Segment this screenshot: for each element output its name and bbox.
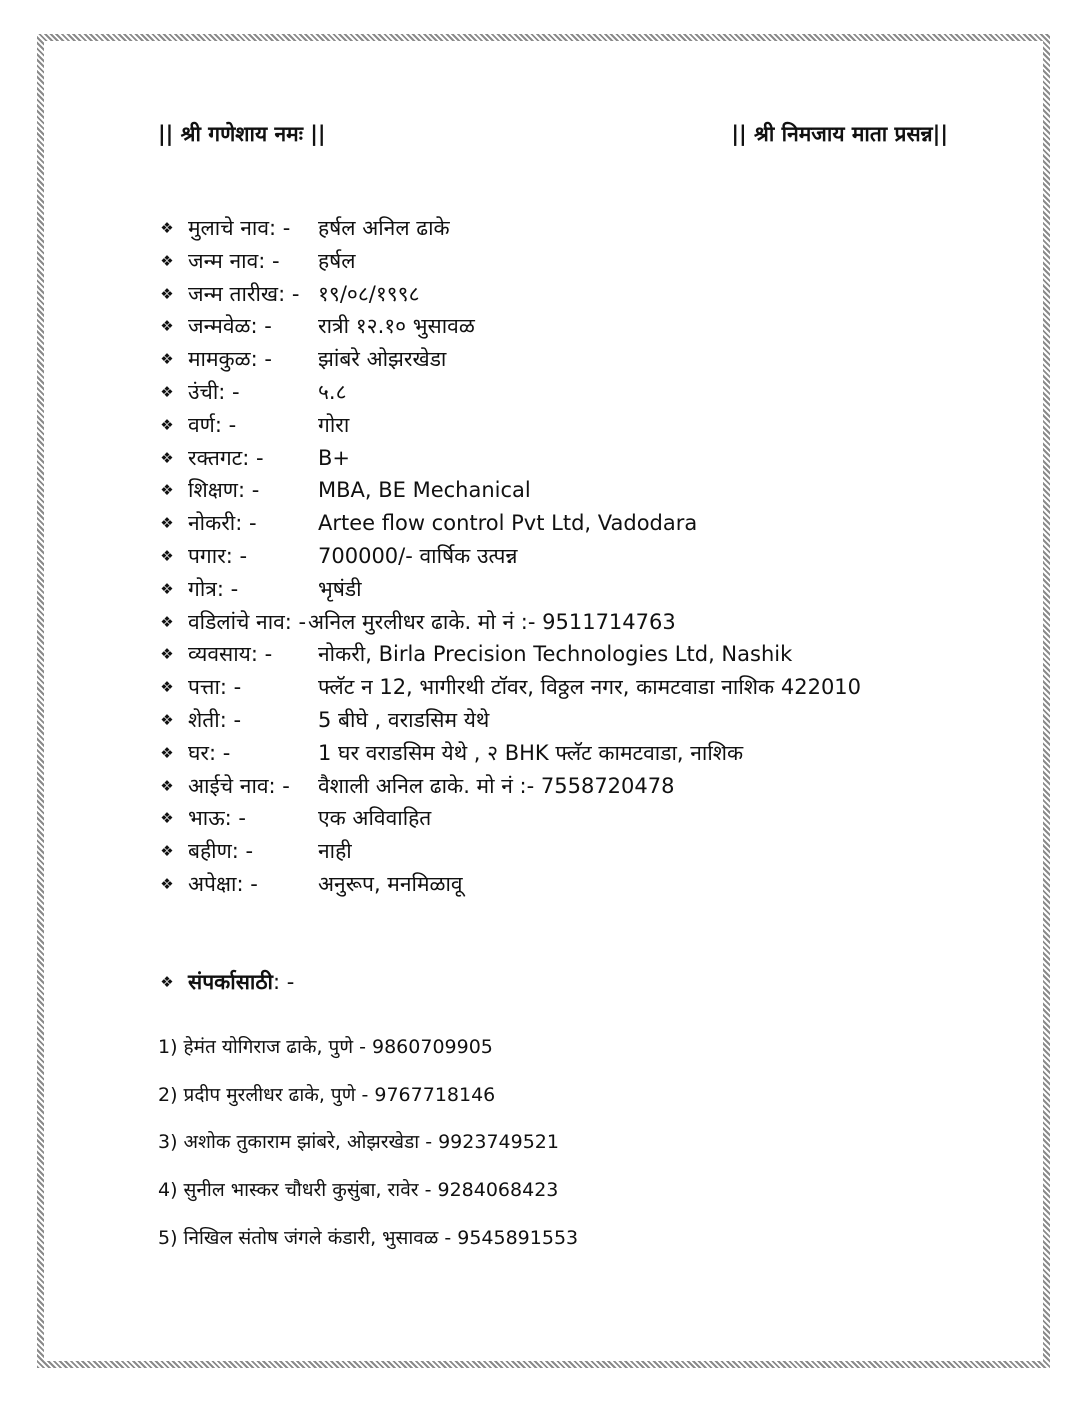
detail-value: Artee flow control Pvt Ltd, Vadodara [318, 511, 698, 536]
contact-item: 3) अशोक तुकाराम झांबरे, ओझरखेडा - 9923749521 [158, 1131, 559, 1154]
detail-label: वडिलांचे नाव: - [188, 609, 307, 634]
detail-value: वैशाली अनिल ढाके. मो नं :- 7558720478 [318, 773, 675, 798]
detail-row [156, 671, 1016, 704]
bullet-diamond-icon: ❖ [160, 448, 174, 467]
detail-row [156, 835, 1016, 868]
contact-item: 4) सुनील भास्कर चौधरी कुसुंबा, रावेर - 9284068423 [158, 1179, 559, 1202]
bullet-diamond-icon: ❖ [160, 678, 174, 697]
detail-value: नोकरी, Birla Precision Technologies Ltd, Nashik [318, 642, 793, 667]
detail-label: रक्तगट: - [188, 445, 264, 470]
detail-label: उंची: - [188, 379, 240, 404]
detail-label: जन्म नाव: - [188, 248, 280, 273]
bullet-diamond-icon: ❖ [160, 612, 174, 631]
detail-value: अनिल मुरलीधर ढाके. मो नं :- 9511714763 [308, 609, 676, 634]
detail-row [156, 770, 1016, 803]
header-invocation-left: || श्री गणेशाय नमः || [158, 122, 326, 146]
detail-label: शिक्षण: - [188, 478, 260, 503]
detail-value: MBA, BE Mechanical [318, 478, 531, 503]
detail-label: अपेक्षा: - [188, 871, 258, 896]
detail-label: व्यवसाय: - [188, 642, 273, 667]
detail-value: गोरा [318, 412, 350, 437]
bullet-diamond-icon: ❖ [160, 251, 174, 270]
detail-row [156, 507, 1016, 540]
contact-item: 1) हेमंत योगिराज ढाके, पुणे - 9860709905 [158, 1036, 493, 1058]
detail-row [156, 638, 1016, 671]
detail-label: वर्ण: - [188, 412, 237, 437]
detail-row [156, 540, 1016, 573]
detail-value: नाही [318, 839, 352, 864]
detail-label: जन्मवेळ: - [188, 314, 272, 339]
detail-label: नोकरी: - [188, 511, 257, 536]
detail-value: फ्लॅट न 12, भागीरथी टॉवर, विठ्ठल नगर, कामटवाडा नाशिक 422010 [318, 675, 862, 700]
detail-label: गोत्र: - [188, 576, 239, 601]
detail-row [156, 310, 1016, 343]
detail-label: भाऊ: - [188, 806, 247, 831]
bullet-diamond-icon: ❖ [160, 317, 174, 336]
bullet-diamond-icon: ❖ [160, 284, 174, 303]
detail-row [156, 802, 1016, 835]
detail-row [156, 704, 1016, 737]
contacts-heading-title: संपर्कासाठी [188, 970, 273, 994]
bullet-diamond-icon: ❖ [160, 743, 174, 762]
detail-value: 5 बीघे , वराडसिम येथे [318, 707, 490, 732]
detail-row [156, 573, 1016, 606]
detail-value: 700000/- वार्षिक उत्पन्न [318, 543, 518, 568]
detail-label: आईचे नाव: - [188, 773, 290, 798]
detail-label: बहीण: - [188, 839, 254, 864]
detail-label: शेती: - [188, 707, 242, 732]
detail-label: घर: - [188, 740, 231, 765]
header-invocation-right: || श्री निमजाय माता प्रसन्न|| [731, 122, 948, 146]
detail-row [156, 376, 1016, 409]
detail-value: अनुरूप, मनमिळावू [318, 871, 463, 896]
bullet-diamond-icon: ❖ [160, 579, 174, 598]
detail-value: ५.८ [318, 379, 347, 404]
detail-value: हर्षल अनिल ढाके [318, 216, 450, 240]
detail-row [156, 409, 1016, 442]
detail-label: पत्ता: - [188, 675, 242, 700]
detail-row [156, 474, 1016, 507]
detail-label: जन्म तारीख: - [188, 281, 300, 306]
bullet-diamond-icon: ❖ [160, 842, 174, 861]
detail-row [156, 343, 1016, 376]
detail-value: भृषंडी [318, 576, 362, 601]
bullet-diamond-icon: ❖ [160, 546, 174, 565]
bullet-diamond-icon: ❖ [160, 973, 174, 991]
detail-row [156, 212, 1016, 245]
detail-label: पगार: - [188, 543, 248, 568]
detail-value: झांबरे ओझरखेडा [318, 347, 447, 372]
biodata-details-list [156, 212, 1016, 901]
bullet-diamond-icon: ❖ [160, 514, 174, 533]
contact-item: 2) प्रदीप मुरलीधर ढाके, पुणे - 9767718146 [158, 1083, 496, 1106]
detail-value: एक अविवाहित [318, 806, 432, 831]
bullet-diamond-icon: ❖ [160, 645, 174, 664]
bullet-diamond-icon: ❖ [160, 415, 174, 434]
detail-row [156, 278, 1016, 311]
detail-row [156, 868, 1016, 901]
bullet-diamond-icon: ❖ [160, 776, 174, 795]
detail-value: 1 घर वराडसिम येथे , २ BHK फ्लॅट कामटवाडा, नाशिक [318, 740, 744, 765]
detail-value: रात्री १२.१० भुसावळ [318, 314, 475, 339]
detail-value: १९/०८/१९९८ [318, 281, 420, 306]
detail-row [156, 606, 1016, 639]
bullet-diamond-icon: ❖ [160, 219, 174, 237]
bullet-diamond-icon: ❖ [160, 382, 174, 401]
bullet-diamond-icon: ❖ [160, 481, 174, 500]
bullet-diamond-icon: ❖ [160, 809, 174, 828]
contacts-heading-suffix: : - [272, 970, 295, 994]
detail-row [156, 737, 1016, 770]
bullet-diamond-icon: ❖ [160, 874, 174, 893]
detail-label: मुलाचे नाव: - [188, 216, 291, 240]
contact-item: 5) निखिल संतोष जंगले कंडारी, भुसावळ - 9545891553 [158, 1226, 579, 1249]
detail-value: हर्षल [318, 248, 356, 273]
bullet-diamond-icon: ❖ [160, 710, 174, 729]
contacts-list [158, 1030, 578, 1268]
bullet-diamond-icon: ❖ [160, 350, 174, 369]
detail-value: B+ [318, 445, 351, 470]
detail-label: मामकुळ: - [188, 347, 272, 372]
contacts-heading-label [188, 966, 294, 998]
detail-row [156, 442, 1016, 475]
detail-row [156, 245, 1016, 278]
